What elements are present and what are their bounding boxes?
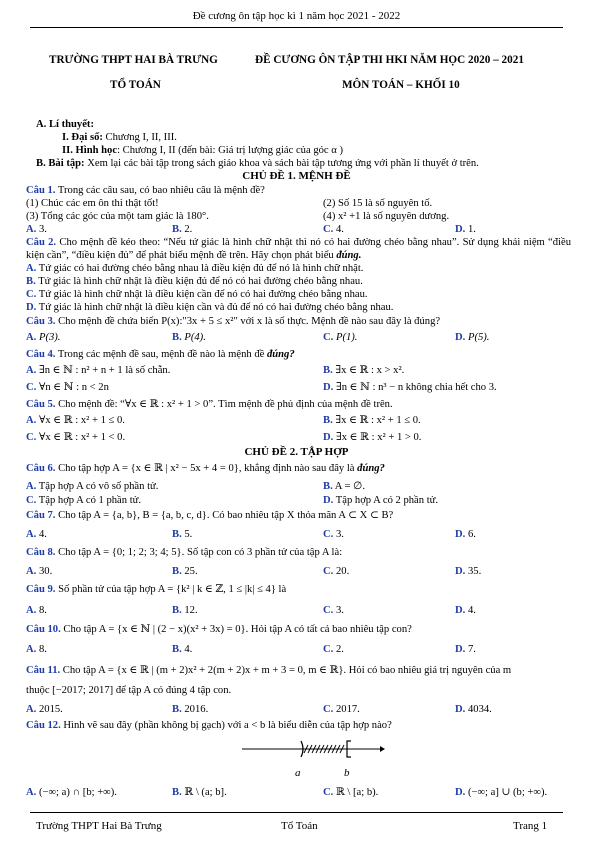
question-text: Cho tập A = {a, b}, B = {a, b, c, d}. Có bao nhiêu tập X thỏa mãn A ⊂ X ⊂ B? [55, 510, 394, 521]
q5-choice-d [323, 431, 421, 444]
choice-letter: B. [323, 481, 333, 492]
choice-letter: C. [26, 495, 37, 506]
q9-choice-a [26, 604, 47, 617]
q5-choice-c [26, 431, 125, 444]
choice-letter: A. [26, 415, 37, 426]
choice-letter: B. [172, 787, 182, 798]
question-2 [26, 236, 571, 262]
choice-letter: A. [26, 644, 37, 655]
choice-text: 2. [184, 224, 193, 235]
document-title: ĐỀ CƯƠNG ÔN TẬP THI HKI NĂM HỌC 2020 – 2021 [255, 54, 524, 66]
choice-letter: C. [323, 566, 334, 577]
question-9 [26, 583, 571, 596]
footer-rule [30, 812, 563, 813]
question-text: Cho mệnh đề chứa biến P(x):"3x + 5 ≤ x²" với x là số thực. Mệnh đề nào sau đây là đúng? [55, 316, 441, 327]
choice-text: 3. [38, 224, 47, 235]
label-a: a [295, 767, 301, 779]
topic-1-heading: CHỦ ĐỀ 1. MỆNH ĐỀ [242, 170, 351, 182]
choice-letter: D. [455, 224, 466, 235]
choice-letter: C. [26, 382, 37, 393]
choice-text: Tứ giác là hình chữ nhật là điều kiện cần và đủ để nó có hai đường chéo bằng nhau. [38, 302, 394, 313]
q10-choice-c [323, 643, 344, 656]
q1-statement-3: (3) Tổng các góc của một tam giác là 180°. [26, 211, 209, 222]
question-6 [26, 462, 571, 475]
q9-choice-d [455, 604, 476, 617]
question-label: Câu 6. [26, 463, 56, 474]
q11-choice-a [26, 703, 63, 716]
choice-text: ∀x ∈ ℝ : x² + 1 < 0. [38, 432, 126, 443]
q6-choice-d [323, 494, 438, 507]
choice-text: Tập hợp A có 2 phần tử. [335, 495, 439, 506]
q2-choice-b [26, 275, 363, 288]
question-4 [26, 348, 571, 361]
geometry-text: : Chương I, II (đến bài: Giá trị lượng giác của góc α ) [117, 145, 343, 156]
school-name: TRƯỜNG THPT HAI BÀ TRƯNG [49, 54, 218, 66]
label-b: b [344, 767, 350, 779]
choice-letter: C. [323, 529, 334, 540]
choice-text: P(5). [467, 332, 490, 343]
choice-letter: C. [26, 432, 37, 443]
header-rule [30, 27, 563, 28]
choice-text: A = ∅. [334, 481, 366, 492]
choice-text: 2016. [184, 704, 209, 715]
choice-text: ℝ \ (a; b]. [184, 787, 227, 798]
theory-algebra [62, 131, 177, 144]
question-label: Câu 10. [26, 624, 61, 635]
q11-choice-b [172, 703, 208, 716]
choice-text: ∃x ∈ ℝ : x > x². [335, 365, 405, 376]
choice-text: ℝ \ [a; b). [335, 787, 379, 798]
q7-choice-d [455, 528, 476, 541]
choice-letter: D. [26, 302, 37, 313]
question-text: Cho mệnh đề: “∀x ∈ ℝ : x² + 1 > 0”. Tìm mệnh đề phủ định của mệnh đề trên. [55, 399, 393, 410]
exercise-line [36, 157, 479, 170]
choice-text: 2017. [335, 704, 360, 715]
choice-text: 35. [467, 566, 482, 577]
question-emphasis: đúng. [336, 250, 362, 262]
choice-letter: C. [323, 644, 334, 655]
choice-letter: B. [26, 276, 36, 287]
choice-letter: D. [455, 566, 466, 577]
question-label: Câu 2. [26, 237, 57, 248]
q12-choice-a [26, 786, 117, 799]
choice-letter: B. [323, 365, 333, 376]
question-label: Câu 12. [26, 720, 61, 731]
choice-text: P(3). [38, 332, 61, 343]
choice-letter: A. [26, 481, 37, 492]
question-12 [26, 719, 571, 732]
question-11 [26, 664, 571, 677]
choice-text: 3. [335, 529, 344, 540]
choice-letter: D. [323, 432, 334, 443]
choice-letter: A. [26, 566, 37, 577]
q3-choice-d [455, 331, 489, 344]
q1-choice-c [323, 223, 344, 236]
footer-page-number: Trang 1 [513, 820, 548, 832]
choice-text: 25. [184, 566, 198, 577]
question-text: Trong các mệnh đề sau, mệnh đề nào là mệnh đề [55, 349, 267, 360]
choice-text: 4. [467, 605, 476, 616]
choice-letter: C. [323, 332, 334, 343]
choice-letter: A. [26, 224, 37, 235]
choice-letter: D. [455, 787, 466, 798]
question-1 [26, 184, 571, 197]
question-3 [26, 315, 571, 328]
question-text: Cho tập A = {0; 1; 2; 3; 4; 5}. Số tập con có 3 phần tử của tập A là: [55, 547, 343, 558]
q4-choice-b [323, 364, 404, 377]
q8-choice-c [323, 565, 349, 578]
q7-choice-c [323, 528, 344, 541]
choice-text: Tập hợp A có vô số phần tử. [38, 481, 159, 492]
question-text: Cho tập A = {x ∈ ℕ | (2 − x)(x² + 3x) = 0}. Hỏi tập A có tất cả bao nhiêu tập con? [60, 624, 412, 635]
question-label: Câu 3. [26, 316, 56, 327]
question-5 [26, 398, 571, 411]
q10-choice-d [455, 643, 476, 656]
choice-text: 2. [335, 644, 344, 655]
q9-choice-b [172, 604, 198, 617]
choice-letter: C. [323, 224, 334, 235]
choice-letter: D. [323, 495, 334, 506]
q7-choice-a [26, 528, 47, 541]
choice-text: 6. [467, 529, 476, 540]
choice-letter: C. [323, 605, 334, 616]
question-text: Cho tập hợp A = {x ∈ ℝ | x² − 5x + 4 = 0}, khẳng định nào sau đây là [55, 463, 358, 474]
choice-letter: D. [455, 332, 466, 343]
choice-letter: D. [455, 704, 466, 715]
question-text: Cho mệnh đề kéo theo: “Nếu tứ giác là hình chữ nhật thì nó có hai đường chéo bằng nhau”. Sử dụng khái niệm “điều kiện cần”, “điều kiện đủ” để phát biểu mệnh đề trên. Hãy chọn phát biểu [26, 237, 571, 262]
theory-geometry [62, 144, 343, 157]
q10-choice-a [26, 643, 47, 656]
choice-text: ∃x ∈ ℝ : x² + 1 > 0. [335, 432, 422, 443]
choice-text: ∃n ∈ ℕ : n² + n + 1 là số chẵn. [38, 365, 171, 376]
choice-letter: A. [26, 529, 37, 540]
choice-letter: A. [26, 787, 37, 798]
choice-text: ∀x ∈ ℝ : x² + 1 ≤ 0. [38, 415, 125, 426]
q2-choice-c [26, 288, 368, 301]
choice-text: 7. [467, 644, 476, 655]
q11-choice-c [323, 703, 360, 716]
choice-text: ∀n ∈ ℕ : n < 2n [38, 382, 109, 393]
q1-statement-2: (2) Số 15 là số nguyên tố. [323, 198, 433, 209]
question-label: Câu 5. [26, 399, 56, 410]
question-label: Câu 11. [26, 665, 61, 676]
algebra-text: Chương I, II, III. [102, 132, 177, 143]
choice-letter: B. [172, 644, 182, 655]
q3-choice-b [172, 331, 206, 344]
subject-grade: MÔN TOÁN – KHỐI 10 [342, 79, 460, 91]
choice-letter: B. [172, 529, 182, 540]
q12-choice-d [455, 786, 547, 799]
choice-text: 1. [467, 224, 476, 235]
choice-text: 8. [38, 605, 47, 616]
q6-choice-b [323, 480, 365, 493]
choice-text: 5. [184, 529, 193, 540]
choice-letter: A. [26, 704, 37, 715]
q2-choice-a [26, 262, 363, 275]
q12-choice-c [323, 786, 378, 799]
choice-text: 30. [38, 566, 53, 577]
question-text: Hình vẽ sau đây (phần không bị gạch) với a < b là biểu diễn của tập hợp nào? [60, 720, 392, 731]
q1-choice-d [455, 223, 476, 236]
topic-2-heading: CHỦ ĐỀ 2. TẬP HỢP [244, 446, 349, 458]
choice-letter: B. [172, 704, 182, 715]
choice-letter: D. [455, 605, 466, 616]
exercise-text: Xem lại các bài tập trong sách giáo khoa và sách bài tập tương ứng với phần lí thuyết ở trên. [84, 158, 479, 169]
question-text: Trong các câu sau, có bao nhiêu câu là mệnh đề? [55, 185, 265, 196]
choice-text: (−∞; a] ∪ (b; +∞). [467, 787, 548, 798]
choice-letter: B. [323, 415, 333, 426]
question-text: Số phần tử của tập hợp A = {k² | k ∈ ℤ, 1 ≤ |k| ≤ 4} là [55, 584, 287, 595]
exercise-label: B. Bài tập: [36, 158, 85, 169]
q1-statement-1: (1) Chúc các em ôn thi thật tốt! [26, 198, 159, 209]
q12-choice-b [172, 786, 227, 799]
q7-choice-b [172, 528, 192, 541]
question-label: Câu 8. [26, 547, 56, 558]
question-11-continuation: thuộc [−2017; 2017] để tập A có đúng 4 tập con. [26, 685, 232, 696]
choice-letter: C. [26, 289, 37, 300]
choice-text: 20. [335, 566, 350, 577]
choice-letter: D. [455, 529, 466, 540]
question-emphasis: đúng? [266, 349, 295, 360]
choice-text: 4. [184, 644, 193, 655]
question-label: Câu 9. [26, 584, 56, 595]
running-head: Đề cương ôn tập học kì 1 năm học 2021 - 2022 [192, 10, 401, 22]
choice-letter: C. [323, 787, 334, 798]
q3-choice-c [323, 331, 357, 344]
q9-choice-c [323, 604, 344, 617]
q1-statement-4: (4) x² +1 là số nguyên dương. [323, 211, 450, 222]
q4-choice-a [26, 364, 170, 377]
choice-text: Tứ giác có hai đường chéo bằng nhau là điều kiện đủ để nó là hình chữ nhật. [38, 263, 364, 274]
choice-text: ∃n ∈ ℕ : n³ − n không chia hết cho 3. [335, 382, 497, 393]
q11-choice-d [455, 703, 492, 716]
q8-choice-a [26, 565, 52, 578]
q4-choice-d [323, 381, 497, 394]
choice-letter: B. [172, 332, 182, 343]
choice-text: (−∞; a) ∩ [b; +∞). [38, 787, 117, 798]
algebra-label: I. Đại số: [62, 132, 103, 143]
q6-choice-c [26, 494, 141, 507]
number-line-figure [240, 734, 385, 780]
choice-text: Tập hợp A có 1 phần tử. [38, 495, 142, 506]
q4-choice-c [26, 381, 109, 394]
question-8 [26, 546, 571, 559]
choice-letter: A. [26, 605, 37, 616]
choice-text: P(1). [335, 332, 358, 343]
q5-choice-b [323, 414, 421, 427]
q1-choice-a [26, 223, 47, 236]
choice-text: 4034. [467, 704, 492, 715]
axis-arrowhead [380, 746, 385, 752]
question-emphasis: đúng? [357, 463, 385, 474]
choice-text: ∃x ∈ ℝ : x² + 1 ≤ 0. [335, 415, 421, 426]
choice-text: Tứ giác là hình chữ nhật là điều kiện đủ để nó có hai đường chéo bằng nhau. [38, 276, 363, 287]
question-label: Câu 7. [26, 510, 56, 521]
choice-text: Tứ giác là hình chữ nhật là điều kiện cần để nó có hai đường chéo bằng nhau. [38, 289, 368, 300]
q5-choice-a [26, 414, 125, 427]
q2-choice-d [26, 301, 393, 314]
department-name: TỔ TOÁN [110, 79, 161, 91]
q8-choice-b [172, 565, 198, 578]
q3-choice-a [26, 331, 60, 344]
q10-choice-b [172, 643, 192, 656]
choice-letter: A. [26, 365, 37, 376]
choice-text: 12. [184, 605, 198, 616]
footer-department: Tổ Toán [281, 820, 318, 832]
question-label: Câu 1. [26, 185, 56, 196]
theory-heading: A. Lí thuyết: [36, 119, 94, 130]
choice-letter: A. [26, 263, 37, 274]
choice-text: 8. [38, 644, 47, 655]
question-10 [26, 623, 571, 636]
choice-letter: D. [455, 644, 466, 655]
q6-choice-a [26, 480, 158, 493]
choice-text: 4. [335, 224, 344, 235]
question-label: Câu 4. [26, 349, 56, 360]
footer-school: Trường THPT Hai Bà Trưng [36, 820, 162, 832]
choice-letter: B. [172, 224, 182, 235]
choice-text: 4. [38, 529, 47, 540]
choice-letter: D. [323, 382, 334, 393]
geometry-label: II. Hình học [62, 145, 118, 156]
q8-choice-d [455, 565, 481, 578]
q1-choice-b [172, 223, 192, 236]
question-text: Cho tập A = {x ∈ ℝ | (m + 2)x² + 2(m + 2)x + m + 3 = 0, m ∈ ℝ}. Hỏi có bao nhiêu giá trị nguyên của m [60, 665, 512, 676]
choice-letter: C. [323, 704, 334, 715]
choice-letter: A. [26, 332, 37, 343]
choice-letter: B. [172, 566, 182, 577]
choice-text: 2015. [38, 704, 63, 715]
choice-text: P(4). [184, 332, 206, 343]
choice-letter: B. [172, 605, 182, 616]
choice-text: 3. [335, 605, 344, 616]
question-7 [26, 509, 571, 522]
